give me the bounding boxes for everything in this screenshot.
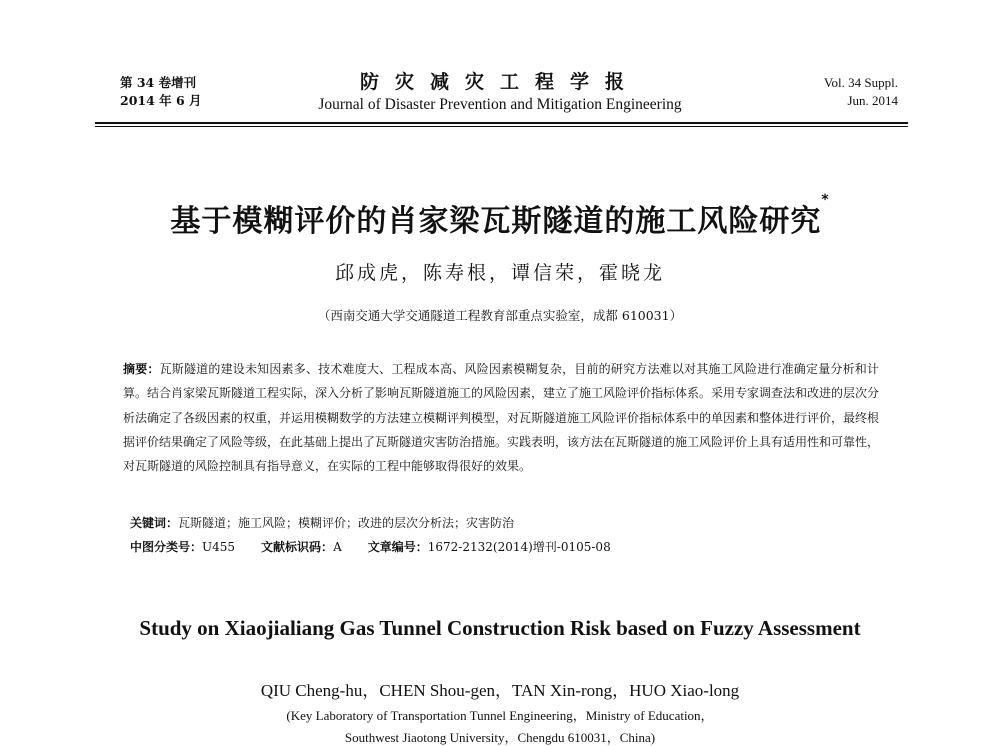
affiliation-cn: （西南交通大学交通隧道工程教育部重点实验室，成都 610031）: [317, 308, 683, 323]
header-rule-thin: [95, 126, 908, 127]
affiliation-en-line1: (Key Laboratory of Transportation Tunnel Engineering，Ministry of Education，: [286, 708, 714, 723]
volume-cn: 第 34 卷增刊: [120, 75, 197, 90]
journal-title-en: Journal of Disaster Prevention and Mitigation Engineering: [318, 96, 682, 113]
doc-code-label: 文献标识码：: [261, 540, 334, 554]
title-footnote-mark: *: [821, 192, 830, 208]
doc-code-value: A: [333, 540, 342, 554]
journal-title-cn: 防灾减灾工程学报: [359, 71, 640, 93]
date-en: Jun. 2014: [847, 93, 898, 108]
header-rule-thick: [95, 122, 908, 124]
article-no-value: 1672-2132(2014)增刊-0105-08: [427, 540, 611, 554]
article-no-label: 文章编号：: [367, 540, 428, 554]
header-left: [120, 74, 202, 110]
title-cn-text: 基于模糊评价的肖家梁瓦斯隧道的施工风险研究: [170, 204, 822, 239]
header-center: [250, 70, 750, 116]
keywords-text: 瓦斯隧道；施工风险；模糊评价；改进的层次分析法；灾害防治: [178, 516, 515, 530]
date-cn: 2014 年 6 月: [120, 93, 202, 108]
authors-en: QIU Cheng-hu，CHEN Shou-gen，TAN Xin-rong，HUO Xiao-long: [260, 681, 740, 700]
abstract-label: 摘要：: [123, 362, 160, 376]
article-title-cn: [0, 192, 1000, 240]
article-title-en: Study on Xiaojialiang Gas Tunnel Construction Risk based on Fuzzy Assessment: [139, 616, 861, 640]
keywords-label: 关键词：: [130, 516, 179, 530]
header-right: [824, 74, 898, 110]
abstract-text: 瓦斯隧道的建设未知因素多、技术难度大、工程成本高、风险因素模糊复杂，目前的研究方法难以对其施工风险进行准确定量分析和计算。结合肖家梁瓦斯隧道工程实际，深入分析了影响瓦斯隧道施工的风险因素，建立了施工风险评价指标体系。采用专家调查法和改进的层次分析法确定了各级因素的权重，并运用模糊数学的方法建立模糊评判模型，对瓦斯隧道施工风险评价指标体系中的单因素和整体进行评价，最终根据评价结果确定了风险等级，在此基础上提出了瓦斯隧道灾害防治措施。实践表明，该方法在瓦斯隧道的施工风险评价上具有适用性和可靠性，对瓦斯隧道的风险控制具有指导意义，在实际的工程中能够取得很好的效果。: [123, 362, 880, 474]
volume-en: Vol. 34 Suppl.: [823, 75, 898, 90]
classification-line: [130, 537, 611, 557]
abstract-cn: [123, 357, 879, 478]
keywords-cn: [130, 513, 514, 533]
clc-value: U455: [202, 540, 236, 554]
affiliation-en-line2: Southwest Jiaotong University，Chengdu 610031，China): [344, 730, 656, 745]
authors-cn: 邱成虎，陈寿根，谭信荣，霍晓龙: [334, 262, 665, 284]
clc-label: 中图分类号：: [130, 540, 203, 554]
